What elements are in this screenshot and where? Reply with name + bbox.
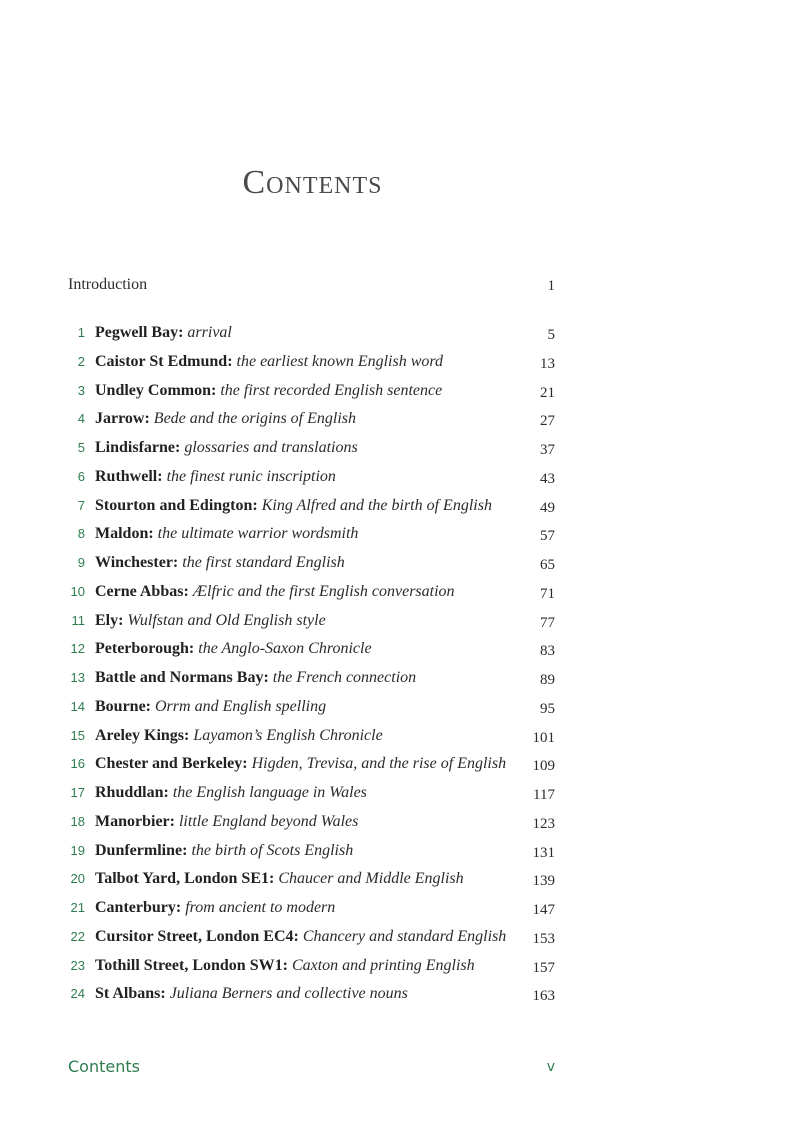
chapter-subtitle: arrival <box>187 324 232 341</box>
chapter-number: 8 <box>77 526 85 542</box>
chapter-place: Jarrow: <box>95 410 150 428</box>
toc-chapter-row[interactable] <box>60 523 555 552</box>
chapter-number: 24 <box>70 986 85 1002</box>
chapter-title <box>95 868 464 890</box>
chapter-number: 9 <box>77 555 85 570</box>
chapter-subtitle: the finest runic inscription <box>166 467 336 485</box>
chapter-subtitle: the birth of Scots English <box>191 841 354 859</box>
chapter-page-number: 101 <box>532 729 555 746</box>
chapter-subtitle: the English language in Wales <box>172 784 367 801</box>
toc-chapter-row[interactable] <box>60 408 555 437</box>
toc-chapter-row[interactable] <box>60 696 555 725</box>
chapter-title <box>95 638 372 660</box>
chapter-place: Chester and Berkeley: <box>95 755 248 773</box>
chapter-page-number: 27 <box>540 413 555 430</box>
chapter-page-number: 57 <box>540 528 555 545</box>
chapter-page-number: 49 <box>540 499 555 516</box>
chapter-page-number: 37 <box>540 442 555 458</box>
chapter-title <box>95 897 335 919</box>
chapter-number: 14 <box>70 698 85 714</box>
chapter-number: 11 <box>71 612 85 628</box>
chapter-place: Talbot Yard, London SE1: <box>95 870 275 888</box>
toc-chapter-row[interactable] <box>60 552 555 581</box>
page-title: Contents <box>242 164 383 201</box>
chapter-place: Cerne Abbas: <box>95 582 189 600</box>
toc-chapter-row[interactable] <box>60 667 555 696</box>
chapter-page-number: 139 <box>532 873 555 890</box>
chapter-title <box>95 466 336 488</box>
chapter-page-number: 109 <box>532 758 555 775</box>
chapter-number: 5 <box>77 440 85 455</box>
chapter-title <box>95 351 443 373</box>
chapter-subtitle: the first standard English <box>182 554 345 571</box>
toc-introduction-page: 1 <box>547 278 555 294</box>
toc-chapter-row[interactable] <box>60 840 555 869</box>
chapter-number: 12 <box>70 641 85 657</box>
chapter-page-number: 117 <box>533 787 555 803</box>
chapter-number: 6 <box>77 468 85 484</box>
chapter-number: 21 <box>70 900 85 915</box>
chapter-title <box>95 437 358 459</box>
toc-chapter-row[interactable] <box>60 955 555 984</box>
chapter-place: Battle and Normans Bay: <box>95 669 269 686</box>
chapter-number: 18 <box>70 813 85 829</box>
chapter-subtitle: Ælfric and the first English conversation <box>192 582 455 600</box>
chapter-place: Maldon: <box>95 525 154 543</box>
chapter-place: Bourne: <box>95 697 151 715</box>
chapter-place: Cursitor Street, London EC4: <box>95 927 299 945</box>
chapter-place: Canterbury: <box>95 899 182 916</box>
chapter-subtitle: from ancient to modern <box>185 899 336 916</box>
chapter-title <box>95 926 506 948</box>
toc-introduction-title: Introduction <box>68 276 148 293</box>
chapter-subtitle: Juliana Berners and collective nouns <box>169 985 408 1003</box>
chapter-page-number: 13 <box>540 355 555 372</box>
chapter-title <box>95 696 326 718</box>
toc-chapter-row[interactable] <box>60 581 555 610</box>
toc-chapter-row[interactable] <box>60 380 555 409</box>
chapter-title <box>95 380 442 402</box>
chapter-subtitle: Orrm and English spelling <box>155 697 327 715</box>
chapter-title <box>95 495 492 517</box>
toc-chapter-row[interactable] <box>60 897 555 926</box>
chapter-title <box>95 955 475 977</box>
toc-chapter-row[interactable] <box>60 495 555 524</box>
chapter-number: 17 <box>70 785 85 800</box>
toc-chapter-row[interactable] <box>60 983 555 1012</box>
chapter-number: 22 <box>70 928 85 944</box>
chapter-page-number: 89 <box>540 672 555 688</box>
chapter-title <box>95 523 358 545</box>
chapter-place: Undley Common: <box>95 381 217 399</box>
chapter-number: 3 <box>77 382 85 398</box>
toc-introduction-row[interactable] <box>68 276 555 298</box>
chapter-page-number: 65 <box>540 557 555 573</box>
chapter-subtitle: the Anglo-Saxon Chronicle <box>198 640 372 658</box>
chapter-title <box>95 667 416 689</box>
toc-chapter-row[interactable] <box>60 351 555 380</box>
chapter-page-number: 77 <box>540 614 555 631</box>
chapter-subtitle: Higden, Trevisa, and the rise of English <box>251 755 507 773</box>
chapter-subtitle: little England beyond Wales <box>178 812 359 830</box>
chapter-page-number: 95 <box>540 700 555 717</box>
chapter-place: Winchester: <box>95 554 179 571</box>
toc-chapter-row[interactable] <box>60 782 555 811</box>
chapter-page-number: 5 <box>547 327 555 343</box>
toc-chapter-row[interactable] <box>60 437 555 466</box>
chapter-title <box>95 552 345 574</box>
chapter-place: Pegwell Bay: <box>95 324 184 341</box>
toc-chapter-row[interactable] <box>60 638 555 667</box>
chapter-title <box>95 322 232 344</box>
chapter-number: 16 <box>70 756 85 772</box>
chapter-place: Peterborough: <box>95 640 195 658</box>
chapter-subtitle: Wulfstan and Old English style <box>127 611 326 629</box>
chapter-place: Stourton and Edington: <box>95 496 258 514</box>
page-folio: v <box>546 1059 555 1075</box>
chapter-subtitle: Layamon’s English Chronicle <box>193 726 383 744</box>
chapter-number: 1 <box>77 325 85 340</box>
chapter-place: Areley Kings: <box>95 726 190 744</box>
chapter-place: Manorbier: <box>95 812 175 830</box>
toc-chapter-row[interactable] <box>60 811 555 840</box>
chapter-page-number: 71 <box>540 585 555 602</box>
chapter-page-number: 157 <box>532 959 555 976</box>
chapter-page-number: 163 <box>532 988 555 1005</box>
chapter-title <box>95 725 383 747</box>
chapter-page-number: 43 <box>540 470 555 487</box>
chapter-place: Lindisfarne: <box>95 439 181 456</box>
toc-chapter-row[interactable] <box>60 322 555 351</box>
chapter-page-number: 153 <box>532 930 555 947</box>
chapter-number: 2 <box>77 353 85 369</box>
chapter-number: 7 <box>77 497 85 513</box>
chapter-number: 19 <box>70 842 85 858</box>
chapter-place: Caistor St Edmund: <box>95 352 233 370</box>
chapter-subtitle: King Alfred and the birth of English <box>261 496 492 514</box>
chapter-place: Ruthwell: <box>95 467 163 485</box>
toc-chapter-list <box>60 322 555 1012</box>
chapter-title <box>95 753 506 775</box>
toc-chapter-row[interactable] <box>60 753 555 782</box>
chapter-place: Ely: <box>95 611 124 629</box>
running-footer-section: Contents <box>68 1057 140 1076</box>
toc-chapter-row[interactable] <box>60 725 555 754</box>
chapter-number: 13 <box>70 670 85 685</box>
chapter-subtitle: the ultimate warrior wordsmith <box>157 525 359 543</box>
chapter-page-number: 131 <box>532 844 555 861</box>
chapter-subtitle: the first recorded English sentence <box>220 381 443 399</box>
chapter-subtitle: Chancery and standard English <box>302 927 507 945</box>
chapter-number: 15 <box>70 727 85 743</box>
chapter-place: Dunfermline: <box>95 841 188 859</box>
toc-chapter-row[interactable] <box>60 868 555 897</box>
chapter-subtitle: the earliest known English word <box>236 352 444 370</box>
chapter-title <box>95 581 455 603</box>
chapter-title <box>95 811 358 833</box>
toc-chapter-row[interactable] <box>60 610 555 639</box>
chapter-page-number: 83 <box>540 643 555 660</box>
chapter-title <box>95 610 326 632</box>
chapter-subtitle: Bede and the origins of English <box>153 410 356 428</box>
chapter-subtitle: the French connection <box>272 669 417 686</box>
chapter-number: 20 <box>70 871 85 887</box>
chapter-place: Rhuddlan: <box>95 784 169 801</box>
chapter-subtitle: Chaucer and Middle English <box>278 870 464 888</box>
chapter-number: 10 <box>70 583 85 599</box>
chapter-title <box>95 840 353 862</box>
chapter-title <box>95 983 408 1005</box>
toc-chapter-row[interactable] <box>60 926 555 955</box>
chapter-page-number: 123 <box>532 815 555 832</box>
chapter-subtitle: glossaries and translations <box>184 439 358 456</box>
chapter-title <box>95 782 367 804</box>
chapter-place: Tothill Street, London SW1: <box>95 956 288 974</box>
chapter-page-number: 21 <box>540 384 555 401</box>
chapter-place: St Albans: <box>95 985 166 1003</box>
chapter-title <box>95 408 356 430</box>
chapter-number: 23 <box>70 957 85 973</box>
chapter-page-number: 147 <box>532 902 555 918</box>
chapter-subtitle: Caxton and printing English <box>291 956 475 974</box>
toc-chapter-row[interactable] <box>60 466 555 495</box>
chapter-number: 4 <box>77 411 85 427</box>
